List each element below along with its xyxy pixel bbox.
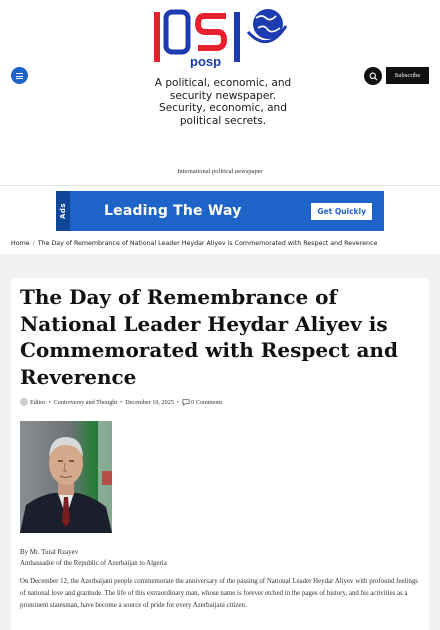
ad-banner[interactable]	[56, 191, 384, 231]
ad-cta-button[interactable]: Get Quickly	[311, 203, 372, 220]
byline-role: Ambassador of the Republic of Azerbaijan to Algeria	[20, 560, 167, 567]
article-meta	[20, 398, 223, 406]
article-paragraph: On December 12, the Azerbaijani people commemorate the anniversary of the passing of National Leader Heydar Aliyev with profound feelings of national love and gratitude. The life of this extraordinary man, whose name is forever etched in the pages of history, and his activities as a prominent statesman, have become a source of pride for every Azerbaijani citizen.	[20, 578, 418, 609]
author-avatar-icon	[20, 398, 28, 406]
byline-author: By Mr. Tural Rzayev	[20, 549, 79, 556]
logo-text: posp	[190, 54, 222, 68]
breadcrumb	[11, 240, 377, 247]
menu-button[interactable]	[11, 67, 28, 84]
article-title: The Day of Remembrance of National Leader Heydar Aliyev is Commemorated with Respect and Reverence	[20, 285, 398, 389]
breadcrumb-separator: /	[32, 240, 35, 247]
search-button[interactable]	[364, 67, 382, 85]
meta-separator: •	[120, 398, 123, 406]
tagline-line: A political, economic, and	[154, 77, 292, 89]
tagline-line: political secrets.	[179, 114, 267, 127]
category-link[interactable]: Controversy and Thought	[53, 398, 118, 406]
header-divider	[0, 185, 440, 186]
article-byline	[20, 547, 167, 569]
breadcrumb-current: The Day of Remembrance of National Leader Heydar Aliyev is Commemorated with Respect and Reverence	[37, 240, 378, 247]
meta-separator: •	[48, 398, 51, 406]
tagline-line: Security, economic, and	[158, 102, 287, 115]
breadcrumb-home-link[interactable]: Home	[11, 240, 30, 247]
author-link[interactable]: Editor	[30, 398, 46, 406]
ad-tag: Ads	[56, 191, 70, 231]
comment-icon	[182, 399, 190, 406]
site-header	[0, 0, 440, 185]
meta-separator: •	[176, 398, 180, 406]
comments-link[interactable]: 0 Comments	[191, 398, 223, 406]
search-icon	[369, 72, 378, 81]
publish-date: December 10, 2025	[125, 398, 174, 406]
article-portrait-image	[20, 421, 112, 533]
site-subtitle: International political newspaper	[177, 168, 263, 175]
hamburger-icon	[16, 73, 23, 79]
ad-headline: Leading The Way	[104, 203, 242, 219]
site-tagline	[138, 77, 308, 127]
tagline-line: security newspaper.	[169, 89, 277, 102]
subscribe-button[interactable]: Subscribe	[386, 67, 429, 84]
site-logo[interactable]	[150, 6, 290, 68]
